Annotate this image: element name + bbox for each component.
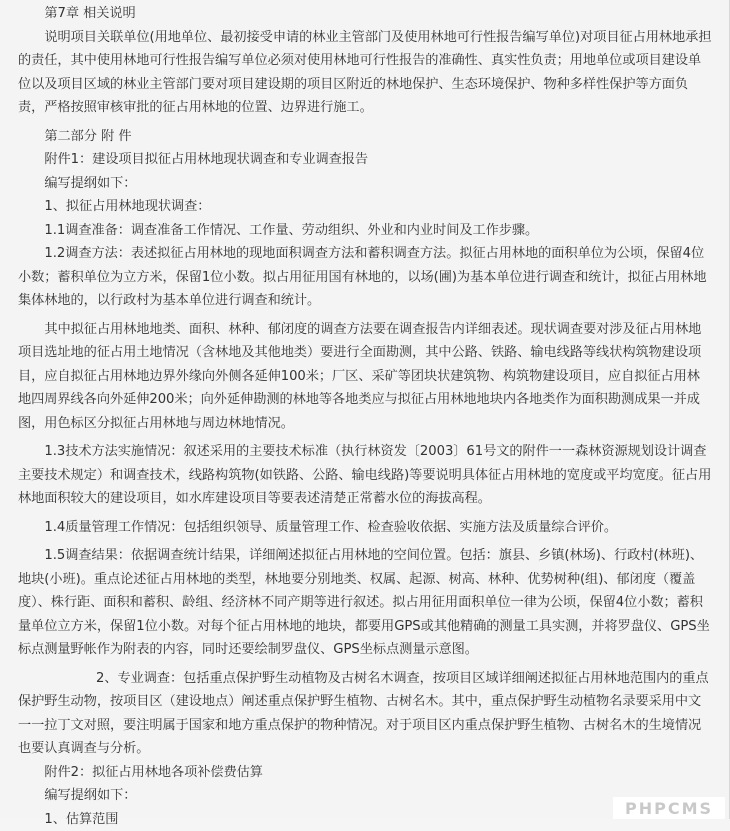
- section-1-1: 1.1调查准备：调查准备工作情况、工作量、劳动组织、外业和内业时间及工作步骤。: [18, 219, 712, 243]
- section-2: 2、专业调查：包括重点保护野生动植物及古树名木调查，按项目区域详细阐述拟征占用林地范围内的重点保护野生动物，按项目区（建设地点）阐述重点保护野生植物、古树名木。其中，重点保护野生动植物名录要采用中文一一拉丁文对照，要注明属于国家和地方重点保护的物种情况。对于项目区内重点保护野生植物、古树名木的生境情况也要认真调查与分析。: [18, 667, 712, 761]
- part-heading: 第二部分 附 件: [18, 125, 712, 149]
- section-1-2-detail: 其中拟征占用林地地类、面积、林种、郁闭度的调查方法要在调查报告内详细表述。现状调查要对涉及征占用林地项目选址地的征占用土地情况（含林地及其他地类）要进行全面勘测，其中公路、铁路、输电线路等线状构筑物建设项目，应自拟征占用林地边界外缘向外侧各延伸100米；厂区、采矿等团块状建筑物、构筑物建设项目，应自拟征占用林地四周界线各向外延伸200米；向外延伸勘测的林地等各地类应与拟征占用林地地块内各地类作为面积勘测成果一并成图，用色标区分拟征占用林地与周边林地情况。: [18, 318, 712, 436]
- section-1-4: 1.4质量管理工作情况：包括组织领导、质量管理工作、检查验收依据、实施方法及质量综合评价。: [18, 516, 712, 540]
- section-1-3: 1.3技术方法实施情况：叙述采用的主要技术标准（执行林资发〔2003〕61号文的附件一一森林资源规划设计调查主要技术规定）和调查技术，线路构筑物(如铁路、公路、输电线路)等要说明具体征占用林地的宽度或平均宽度。征占用林地面积较大的建设项目，如水库建设项目等要表述清楚正常蓄水位的海拔高程。: [18, 440, 712, 511]
- outline-intro: 编写提纲如下：: [18, 172, 712, 196]
- attachment-2-title: 附件2：拟征占用林地各项补偿费估算: [18, 761, 712, 785]
- chapter-body: 说明项目关联单位(用地单位、最初接受申请的林业主管部门及使用林地可行性报告编写单位)对项目征占用林地承担的责任，其中使用林地可行性报告编写单位必须对使用林地可行性报告的准确性、真实性负责；用地单位或项目建设单位以及项目区域的林业主管部门要对项目建设期的项目区附近的林地保护、生态环境保护、物种多样性保护等方面负责，严格按照审核审批的征占用林地的位置、边界进行施工。: [18, 26, 712, 120]
- section-1-2: 1.2调查方法：表述拟征占用林地的现地面积调查方法和蓄积调查方法。拟征占用林地的面积单位为公顷，保留4位小数；蓄积单位为立方米，保留1位小数。拟占用征用国有林地的，以场(圃)为基本单位进行调查和统计，拟征占用林地集体林地的，以行政村为基本单位进行调查和统计。: [18, 242, 712, 313]
- attachment-1-title: 附件1：建设项目拟征占用林地现状调查和专业调查报告: [18, 148, 712, 172]
- document-content: [18, 2, 712, 831]
- watermark-text: PHPCMS: [625, 799, 713, 818]
- section-1-5: 1.5调查结果：依据调查统计结果，详细阐述拟征占用林地的空间位置。包括：旗县、乡镇(林场)、行政村(林班)、地块(小班)。重点论述征占用林地的类型，林地要分别地类、权属、起源、树高、林种、优势树种(组)、郁闭度（覆盖度）、株行距、面积和蓄积、龄组、经济林不同产期等进行叙述。拟占用征用面积单位一律为公顷，保留4位小数；蓄积量单位立方米，保留1位小数。对每个征占用林地的地块，都要用GPS或其他精确的测量工具实测，并将罗盘仪、GPS坐标点测量野帐作为附表的内容，同时还要绘制罗盘仪、GPS坐标点测量示意图。: [18, 544, 712, 662]
- chapter-heading: 第7章 相关说明: [18, 2, 712, 26]
- section-1-heading: 1、拟征占用林地现状调查：: [18, 195, 712, 219]
- watermark-logo: [613, 797, 725, 819]
- outline-intro-2: 编写提纲如下：: [18, 784, 712, 808]
- estimate-scope-heading: 1、估算范围: [18, 808, 712, 831]
